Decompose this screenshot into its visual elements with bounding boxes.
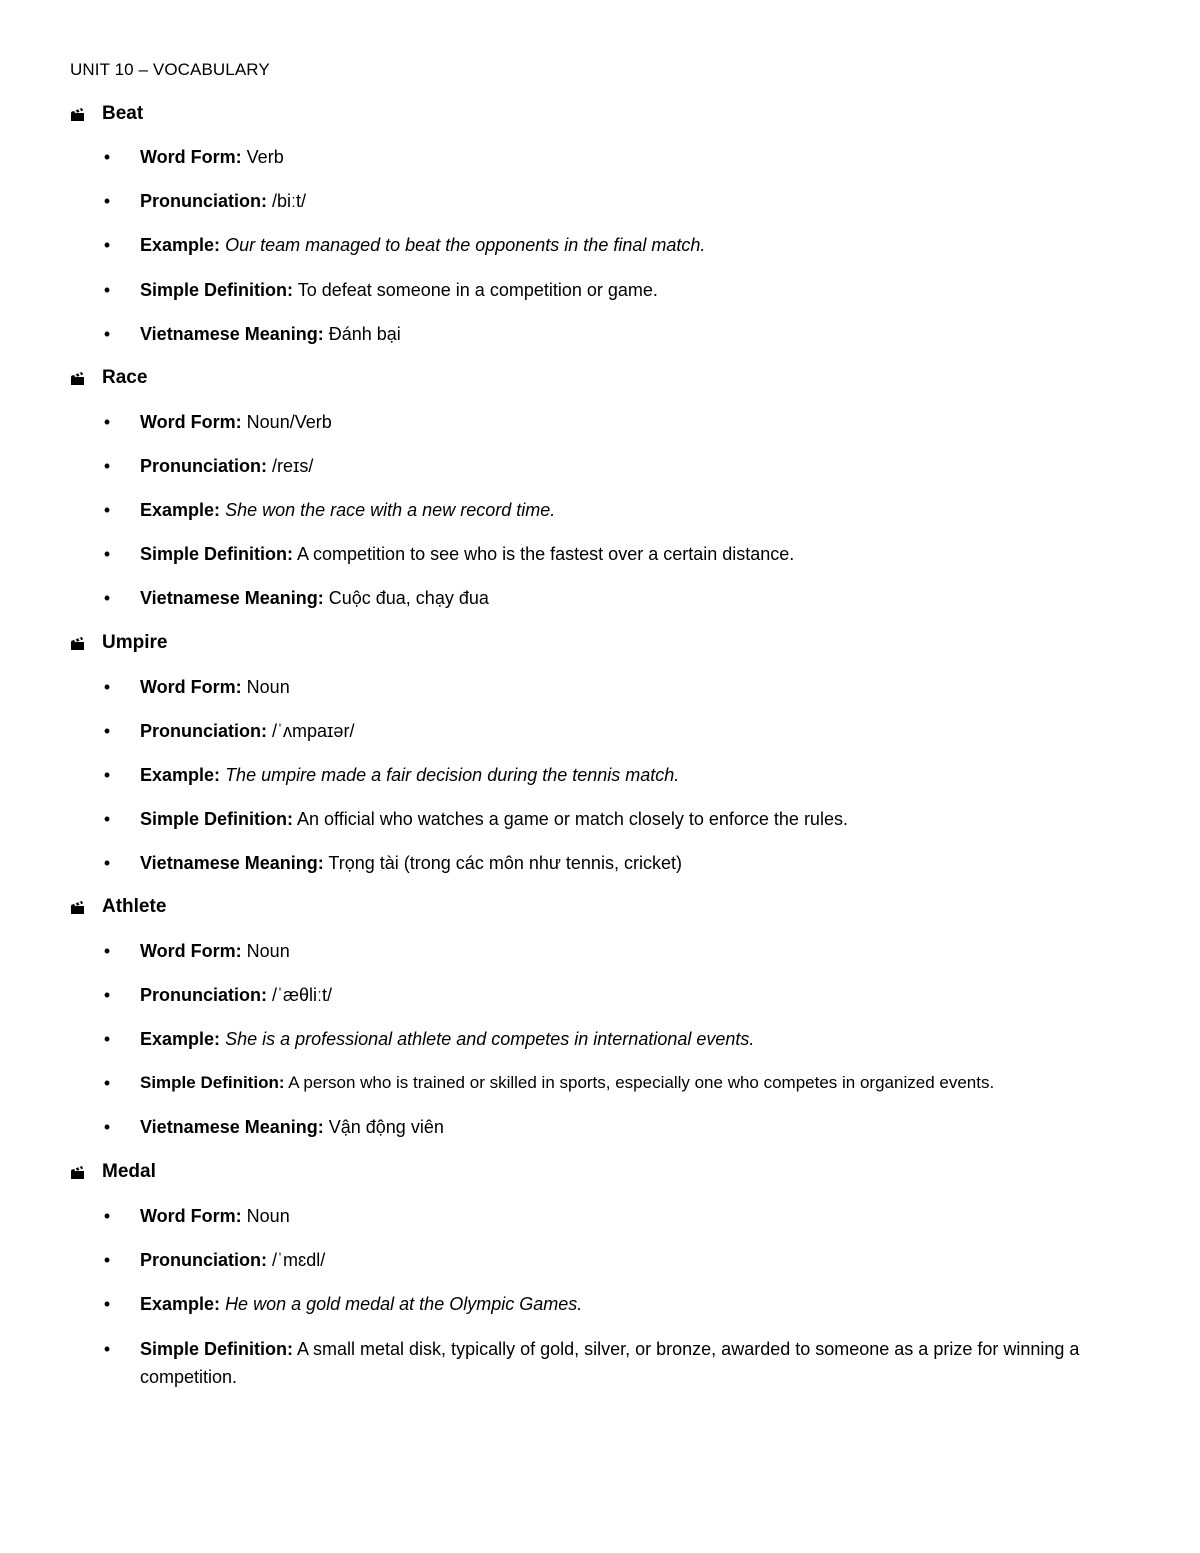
bullet-icon: • — [103, 191, 111, 211]
label-vietnamese: Vietnamese Meaning: — [140, 324, 324, 344]
label-example: Example: — [140, 1294, 221, 1314]
bullet-icon: • — [103, 985, 111, 1005]
label-example: Example: — [140, 235, 221, 255]
value-pronunciation: /biːt/ — [272, 191, 307, 211]
entry-heading — [70, 896, 166, 918]
label-pronunciation: Pronunciation: — [140, 985, 267, 1005]
value-vietnamese: Vận động viên — [328, 1117, 444, 1137]
bullet-icon: • — [103, 412, 111, 432]
list-item-pronunciation — [100, 452, 1150, 480]
list-item-example — [100, 761, 1150, 789]
label-definition: Simple Definition: — [140, 809, 293, 829]
bullet-icon: • — [103, 721, 111, 741]
bullet-icon: • — [103, 456, 111, 476]
list-item-example — [100, 1025, 1150, 1053]
entry-word: Race — [102, 367, 148, 388]
bullet-icon: • — [103, 1117, 111, 1137]
list-item-word-form — [100, 408, 1150, 436]
list-item-example — [100, 496, 1150, 524]
value-definition: A competition to see who is the fastest over a certain distance. — [297, 544, 795, 564]
list-item-vietnamese — [100, 320, 1150, 348]
value-word-form: Noun — [246, 1206, 290, 1226]
value-example: Our team managed to beat the opponents in the final match. — [225, 235, 706, 255]
label-definition: Simple Definition: — [140, 280, 293, 300]
label-pronunciation: Pronunciation: — [140, 191, 267, 211]
list-item-example — [100, 231, 1150, 259]
label-definition: Simple Definition: — [140, 544, 293, 564]
value-definition: A person who is trained or skilled in sports, especially one who competes in organized events. — [288, 1073, 995, 1092]
clapperboard-icon — [70, 106, 86, 122]
bullet-icon: • — [103, 765, 111, 785]
bullet-icon: • — [103, 324, 111, 344]
bullet-icon: • — [103, 853, 111, 873]
clapperboard-icon — [70, 899, 86, 915]
list-item-pronunciation — [100, 187, 1150, 215]
value-definition: A small metal disk, typically of gold, silver, or bronze, awarded to someone as a prize for winning a competition. — [140, 1339, 1080, 1387]
list-item-word-form — [100, 673, 1150, 701]
value-example: She won the race with a new record time. — [225, 500, 556, 520]
clapperboard-icon — [70, 635, 86, 651]
value-example: She is a professional athlete and competes in international events. — [225, 1029, 755, 1049]
label-vietnamese: Vietnamese Meaning: — [140, 588, 324, 608]
list-item-word-form — [100, 1202, 1150, 1230]
clapperboard-icon — [70, 1164, 86, 1180]
bullet-icon: • — [103, 1029, 111, 1049]
bullet-icon: • — [103, 280, 111, 300]
value-pronunciation: /ˈmɛdl/ — [272, 1250, 326, 1270]
entry-word: Beat — [102, 103, 144, 124]
bullet-icon: • — [103, 1206, 111, 1226]
list-item-definition — [100, 540, 1150, 568]
label-example: Example: — [140, 1029, 221, 1049]
bullet-icon: • — [103, 147, 111, 167]
value-vietnamese: Trọng tài (trong các môn như tennis, cricket) — [328, 853, 682, 873]
list-item-vietnamese — [100, 584, 1150, 612]
bullet-icon: • — [103, 588, 111, 608]
entry-word: Umpire — [102, 632, 168, 653]
bullet-icon: • — [103, 1294, 111, 1314]
label-vietnamese: Vietnamese Meaning: — [140, 1117, 324, 1137]
label-word-form: Word Form: — [140, 412, 242, 432]
list-item-word-form — [100, 937, 1150, 965]
label-pronunciation: Pronunciation: — [140, 1250, 267, 1270]
bullet-icon: • — [103, 500, 111, 520]
list-item-definition — [100, 1335, 1100, 1391]
bullet-icon: • — [103, 1250, 111, 1270]
value-vietnamese: Cuộc đua, chạy đua — [328, 588, 489, 608]
label-pronunciation: Pronunciation: — [140, 456, 267, 476]
value-pronunciation: /ˈʌmpaɪər/ — [272, 721, 355, 741]
list-item-definition — [100, 276, 1150, 304]
list-item-pronunciation — [100, 717, 1150, 745]
list-item-example — [100, 1290, 1150, 1318]
list-item-definition — [100, 1069, 1150, 1097]
list-item-definition — [100, 805, 1150, 833]
label-word-form: Word Form: — [140, 1206, 242, 1226]
label-example: Example: — [140, 765, 221, 785]
list-item-vietnamese — [100, 849, 1150, 877]
bullet-icon: • — [103, 235, 111, 255]
value-definition: An official who watches a game or match closely to enforce the rules. — [297, 809, 848, 829]
list-item-pronunciation — [100, 1246, 1150, 1274]
label-example: Example: — [140, 500, 221, 520]
entry-heading — [70, 103, 143, 125]
label-vietnamese: Vietnamese Meaning: — [140, 853, 324, 873]
entry-heading — [70, 367, 147, 389]
value-example: The umpire made a fair decision during the tennis match. — [225, 765, 680, 785]
label-word-form: Word Form: — [140, 941, 242, 961]
entry-word: Athlete — [102, 896, 167, 917]
bullet-icon: • — [103, 809, 111, 829]
value-pronunciation: /reɪs/ — [272, 456, 314, 476]
entry-word: Medal — [102, 1161, 156, 1182]
value-word-form: Noun — [246, 941, 290, 961]
value-definition: To defeat someone in a competition or game. — [297, 280, 658, 300]
value-word-form: Noun/Verb — [246, 412, 332, 432]
bullet-icon: • — [103, 677, 111, 697]
label-pronunciation: Pronunciation: — [140, 721, 267, 741]
value-word-form: Noun — [246, 677, 290, 697]
value-word-form: Verb — [246, 147, 284, 167]
list-item-word-form — [100, 143, 1150, 171]
label-word-form: Word Form: — [140, 677, 242, 697]
value-pronunciation: /ˈæθliːt/ — [272, 985, 333, 1005]
list-item-vietnamese — [100, 1113, 1150, 1141]
clapperboard-icon — [70, 370, 86, 386]
document-title: UNIT 10 – VOCABULARY — [70, 60, 270, 79]
entry-heading — [70, 1161, 156, 1183]
value-vietnamese: Đánh bại — [328, 324, 401, 344]
bullet-icon: • — [103, 941, 111, 961]
list-item-pronunciation — [100, 981, 1150, 1009]
label-word-form: Word Form: — [140, 147, 242, 167]
entry-heading — [70, 632, 167, 654]
label-definition: Simple Definition: — [140, 1339, 293, 1359]
value-example: He won a gold medal at the Olympic Games. — [225, 1294, 583, 1314]
bullet-icon: • — [103, 1339, 111, 1359]
bullet-icon: • — [103, 1073, 111, 1093]
label-definition: Simple Definition: — [140, 1073, 285, 1092]
bullet-icon: • — [103, 544, 111, 564]
